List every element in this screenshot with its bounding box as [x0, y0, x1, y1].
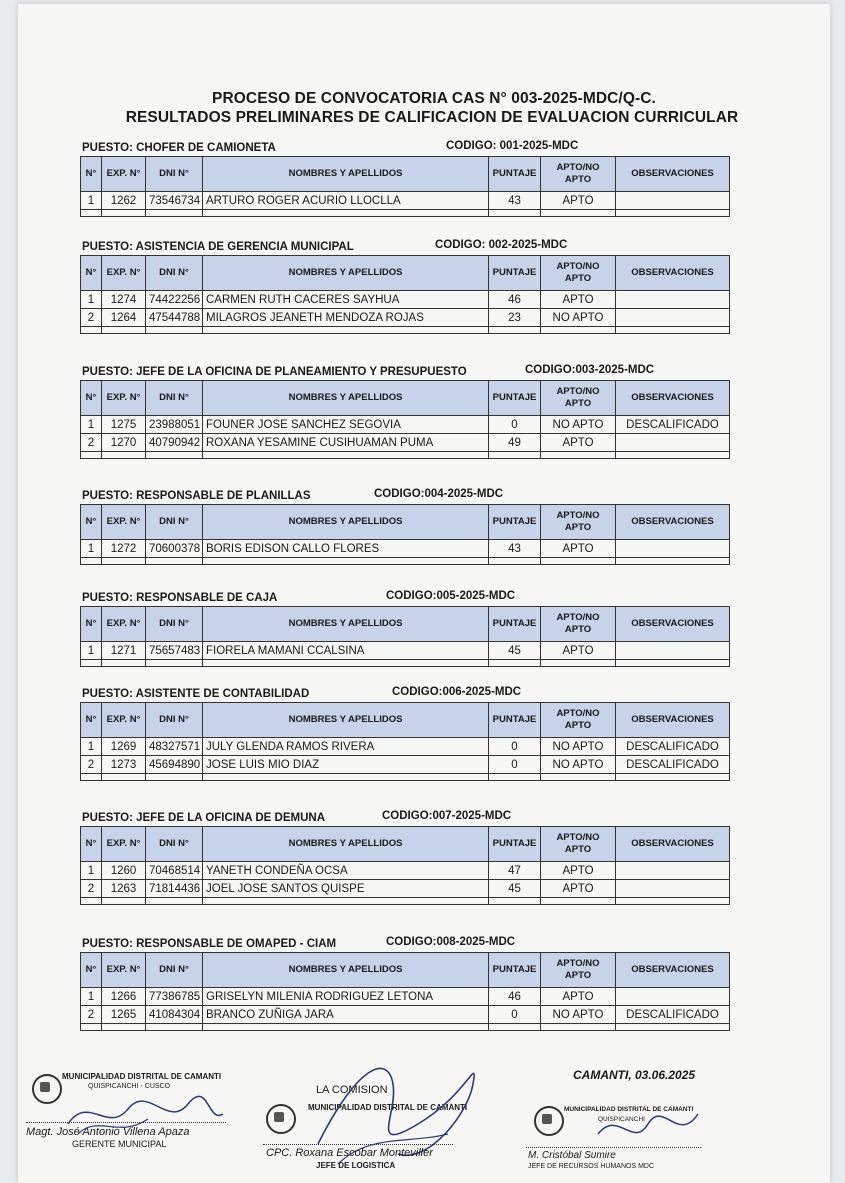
- left-signer-role: GERENTE MUNICIPAL: [72, 1139, 167, 1149]
- column-header: EXP. N°: [102, 703, 146, 738]
- column-header: APTO/NO APTO: [541, 953, 616, 988]
- column-header: PUNTAJE: [489, 703, 541, 738]
- column-header: OBSERVACIONES: [616, 953, 730, 988]
- empty-cell: [102, 1024, 146, 1031]
- table-row: [81, 862, 730, 880]
- column-header: NOMBRES Y APELLIDOS: [203, 381, 489, 416]
- right-signer-role: JEFE DE RECURSOS HUMANOS MDC: [528, 1163, 655, 1170]
- column-header: DNI N°: [146, 953, 203, 988]
- column-header: PUNTAJE: [489, 607, 541, 642]
- empty-cell: [203, 1024, 489, 1031]
- table-row: [81, 1006, 730, 1024]
- empty-row: [81, 452, 730, 459]
- table-row: [81, 434, 730, 452]
- column-header: OBSERVACIONES: [616, 505, 730, 540]
- table-cell: 0: [489, 756, 541, 774]
- table-cell: FOUNER JOSE SANCHEZ SEGOVIA: [203, 416, 489, 434]
- empty-cell: [489, 327, 541, 334]
- table-cell: DESCALIFICADO: [616, 756, 730, 774]
- document-page: [18, 4, 830, 1183]
- codigo-label: CODIGO:003-2025-MDC: [525, 364, 655, 376]
- table-cell: 47: [489, 862, 541, 880]
- results-table: [80, 380, 730, 459]
- table-row: [81, 756, 730, 774]
- column-header: NOMBRES Y APELLIDOS: [203, 256, 489, 291]
- empty-row: [81, 660, 730, 667]
- table-row: [81, 291, 730, 309]
- table-cell: YANETH CONDEÑA OCSA: [203, 862, 489, 880]
- municipal-seal-icon: [266, 1104, 296, 1134]
- empty-row: [81, 1024, 730, 1031]
- puesto-label: PUESTO: RESPONSABLE DE CAJA: [82, 592, 278, 604]
- table-cell: 1264: [102, 309, 146, 327]
- empty-cell: [616, 1024, 730, 1031]
- column-header: N°: [81, 381, 102, 416]
- empty-cell: [541, 558, 616, 565]
- column-header: NOMBRES Y APELLIDOS: [203, 157, 489, 192]
- column-header: DNI N°: [146, 703, 203, 738]
- puesto-label: PUESTO: JEFE DE LA OFICINA DE DEMUNA: [82, 812, 326, 824]
- empty-row: [81, 210, 730, 217]
- table-cell: 40790942: [146, 434, 203, 452]
- table-cell: [616, 862, 730, 880]
- section-header: [80, 239, 730, 255]
- column-header: N°: [81, 703, 102, 738]
- column-header: PUNTAJE: [489, 157, 541, 192]
- empty-cell: [203, 558, 489, 565]
- results-table: [80, 606, 730, 667]
- municipal-seal-icon: [534, 1106, 564, 1136]
- table-cell: 1266: [102, 988, 146, 1006]
- table-cell: APTO: [541, 642, 616, 660]
- empty-cell: [489, 660, 541, 667]
- table-cell: 43: [489, 192, 541, 210]
- empty-cell: [102, 660, 146, 667]
- table-cell: 1: [81, 988, 102, 1006]
- position-section: [80, 936, 730, 1031]
- table-cell: NO APTO: [541, 1006, 616, 1024]
- results-table: [80, 952, 730, 1031]
- table-cell: NO APTO: [541, 309, 616, 327]
- table-cell: 75657483: [146, 642, 203, 660]
- column-header: EXP. N°: [102, 381, 146, 416]
- table-cell: APTO: [541, 540, 616, 558]
- table-cell: 2: [81, 434, 102, 452]
- column-header: OBSERVACIONES: [616, 607, 730, 642]
- document-title: PROCESO DE CONVOCATORIA CAS N° 003-2025-MDC/Q-C.: [212, 90, 656, 107]
- table-cell: NO APTO: [541, 416, 616, 434]
- codigo-label: CODIGO:004-2025-MDC: [374, 488, 504, 500]
- table-cell: 23988051: [146, 416, 203, 434]
- empty-cell: [616, 558, 730, 565]
- column-header: OBSERVACIONES: [616, 157, 730, 192]
- empty-cell: [102, 452, 146, 459]
- column-header: PUNTAJE: [489, 953, 541, 988]
- table-cell: 0: [489, 738, 541, 756]
- column-header: EXP. N°: [102, 256, 146, 291]
- column-header: N°: [81, 827, 102, 862]
- empty-cell: [102, 327, 146, 334]
- table-cell: 47544788: [146, 309, 203, 327]
- empty-cell: [203, 210, 489, 217]
- table-row: [81, 988, 730, 1006]
- table-cell: 45: [489, 642, 541, 660]
- results-table: [80, 255, 730, 334]
- table-cell: 1271: [102, 642, 146, 660]
- puesto-label: PUESTO: CHOFER DE CAMIONETA: [82, 142, 276, 154]
- table-cell: NO APTO: [541, 738, 616, 756]
- table-cell: 46: [489, 291, 541, 309]
- empty-cell: [541, 774, 616, 781]
- table-cell: 23: [489, 309, 541, 327]
- column-header: PUNTAJE: [489, 256, 541, 291]
- position-section: [80, 590, 730, 667]
- results-table: [80, 826, 730, 905]
- table-cell: ROXANA YESAMINE CUSIHUAMAN PUMA: [203, 434, 489, 452]
- empty-cell: [203, 327, 489, 334]
- table-cell: 1270: [102, 434, 146, 452]
- table-cell: [616, 540, 730, 558]
- empty-cell: [616, 660, 730, 667]
- table-cell: JOEL JOSE SANTOS QUISPE: [203, 880, 489, 898]
- codigo-label: CODIGO:008-2025-MDC: [386, 936, 516, 948]
- position-section: [80, 140, 730, 217]
- empty-cell: [102, 558, 146, 565]
- puesto-label: PUESTO: ASISTENTE DE CONTABILIDAD: [82, 688, 310, 700]
- table-row: [81, 738, 730, 756]
- empty-cell: [81, 327, 102, 334]
- table-cell: 70600378: [146, 540, 203, 558]
- column-header: EXP. N°: [102, 157, 146, 192]
- table-cell: 77386785: [146, 988, 203, 1006]
- table-cell: MILAGROS JEANETH MENDOZA ROJAS: [203, 309, 489, 327]
- table-cell: 1: [81, 642, 102, 660]
- column-header: N°: [81, 157, 102, 192]
- table-row: [81, 540, 730, 558]
- codigo-label: CODIGO:005-2025-MDC: [386, 590, 516, 602]
- empty-cell: [541, 660, 616, 667]
- column-header: APTO/NO APTO: [541, 703, 616, 738]
- table-cell: 2: [81, 309, 102, 327]
- table-cell: 70468514: [146, 862, 203, 880]
- column-header: DNI N°: [146, 381, 203, 416]
- table-cell: 46: [489, 988, 541, 1006]
- codigo-label: CODIGO: 002-2025-MDC: [435, 239, 568, 251]
- table-cell: APTO: [541, 880, 616, 898]
- empty-cell: [146, 1024, 203, 1031]
- section-header: [80, 686, 730, 702]
- position-section: [80, 686, 730, 781]
- column-header: NOMBRES Y APELLIDOS: [203, 607, 489, 642]
- table-cell: [616, 880, 730, 898]
- results-table: [80, 702, 730, 781]
- right-signer-name: M. Cristóbal Sumire: [528, 1150, 616, 1161]
- table-cell: 41084304: [146, 1006, 203, 1024]
- left-stamp: MUNICIPALIDAD DISTRITAL DE CAMANTI: [62, 1072, 222, 1081]
- table-cell: GRISELYN MILENIA RODRIGUEZ LETONA: [203, 988, 489, 1006]
- table-cell: APTO: [541, 434, 616, 452]
- empty-cell: [616, 210, 730, 217]
- empty-cell: [81, 898, 102, 905]
- column-header: PUNTAJE: [489, 505, 541, 540]
- empty-cell: [102, 774, 146, 781]
- column-header: N°: [81, 953, 102, 988]
- empty-cell: [146, 210, 203, 217]
- empty-cell: [146, 898, 203, 905]
- center-signer-name: CPC. Roxana Escobar Monteviller: [266, 1147, 433, 1159]
- empty-cell: [489, 558, 541, 565]
- empty-cell: [102, 210, 146, 217]
- puesto-label: PUESTO: JEFE DE LA OFICINA DE PLANEAMIENTO Y PRESUPUESTO: [82, 366, 467, 378]
- empty-cell: [203, 774, 489, 781]
- column-header: DNI N°: [146, 827, 203, 862]
- table-row: [81, 192, 730, 210]
- column-header: APTO/NO APTO: [541, 381, 616, 416]
- table-cell: 1272: [102, 540, 146, 558]
- commission-label: LA COMISION: [316, 1084, 388, 1096]
- codigo-label: CODIGO: 001-2025-MDC: [446, 140, 579, 152]
- empty-cell: [203, 452, 489, 459]
- results-table: [80, 504, 730, 565]
- table-cell: 45694890: [146, 756, 203, 774]
- puesto-label: PUESTO: ASISTENCIA DE GERENCIA MUNICIPAL: [82, 241, 354, 253]
- table-cell: [616, 309, 730, 327]
- table-row: [81, 880, 730, 898]
- table-cell: 71814436: [146, 880, 203, 898]
- table-cell: DESCALIFICADO: [616, 416, 730, 434]
- table-cell: 48327571: [146, 738, 203, 756]
- puesto-label: PUESTO: RESPONSABLE DE OMAPED - CIAM: [82, 938, 337, 950]
- column-header: APTO/NO APTO: [541, 256, 616, 291]
- column-header: APTO/NO APTO: [541, 607, 616, 642]
- document-date: CAMANTI, 03.06.2025: [573, 1068, 696, 1082]
- table-cell: 74422256: [146, 291, 203, 309]
- column-header: APTO/NO APTO: [541, 827, 616, 862]
- document-subtitle: RESULTADOS PRELIMINARES DE CALIFICACION DE EVALUACION CURRICULAR: [125, 109, 739, 126]
- table-row: [81, 416, 730, 434]
- table-cell: 1: [81, 738, 102, 756]
- empty-cell: [489, 452, 541, 459]
- table-cell: [616, 291, 730, 309]
- empty-cell: [489, 1024, 541, 1031]
- column-header: PUNTAJE: [489, 827, 541, 862]
- section-header: [80, 364, 730, 380]
- column-header: N°: [81, 256, 102, 291]
- column-header: OBSERVACIONES: [616, 256, 730, 291]
- column-header: EXP. N°: [102, 827, 146, 862]
- section-header: [80, 936, 730, 952]
- table-cell: 2: [81, 756, 102, 774]
- empty-cell: [541, 898, 616, 905]
- empty-cell: [81, 660, 102, 667]
- table-cell: 1273: [102, 756, 146, 774]
- empty-cell: [81, 774, 102, 781]
- table-cell: ARTURO ROGER ACURIO LLOCLLA: [203, 192, 489, 210]
- empty-cell: [146, 774, 203, 781]
- empty-cell: [203, 898, 489, 905]
- empty-cell: [541, 210, 616, 217]
- table-cell: CARMEN RUTH CACERES SAYHUA: [203, 291, 489, 309]
- empty-cell: [146, 452, 203, 459]
- empty-cell: [489, 898, 541, 905]
- puesto-label: PUESTO: RESPONSABLE DE PLANILLAS: [82, 490, 311, 502]
- column-header: NOMBRES Y APELLIDOS: [203, 953, 489, 988]
- center-signer-role: JEFE DE LOGISTICA: [316, 1161, 396, 1170]
- empty-cell: [203, 660, 489, 667]
- table-cell: [616, 642, 730, 660]
- column-header: DNI N°: [146, 607, 203, 642]
- right-stamp-sub: QUISPICANCHI: [598, 1116, 645, 1123]
- empty-cell: [102, 898, 146, 905]
- codigo-label: CODIGO:006-2025-MDC: [392, 686, 522, 698]
- right-signature-line: [526, 1147, 701, 1148]
- empty-cell: [81, 558, 102, 565]
- table-cell: APTO: [541, 862, 616, 880]
- table-cell: 43: [489, 540, 541, 558]
- empty-cell: [541, 452, 616, 459]
- table-cell: 2: [81, 880, 102, 898]
- empty-cell: [616, 774, 730, 781]
- table-cell: 1275: [102, 416, 146, 434]
- table-cell: [616, 988, 730, 1006]
- empty-cell: [489, 774, 541, 781]
- section-header: [80, 140, 730, 156]
- left-signer-name: Magt. José Antonio Villena Apaza: [26, 1126, 190, 1138]
- table-row: [81, 309, 730, 327]
- table-cell: 1265: [102, 1006, 146, 1024]
- table-cell: 1274: [102, 291, 146, 309]
- table-cell: FIORELA MAMANI CCALSINA: [203, 642, 489, 660]
- empty-cell: [146, 327, 203, 334]
- table-row: [81, 642, 730, 660]
- table-cell: 0: [489, 1006, 541, 1024]
- section-header: [80, 590, 730, 606]
- empty-cell: [81, 210, 102, 217]
- table-cell: NO APTO: [541, 756, 616, 774]
- table-cell: 49: [489, 434, 541, 452]
- empty-cell: [81, 452, 102, 459]
- empty-row: [81, 774, 730, 781]
- table-cell: 1: [81, 540, 102, 558]
- empty-cell: [541, 327, 616, 334]
- codigo-label: CODIGO:007-2025-MDC: [382, 810, 512, 822]
- empty-cell: [81, 1024, 102, 1031]
- empty-cell: [616, 452, 730, 459]
- empty-row: [81, 898, 730, 905]
- section-header: [80, 810, 730, 826]
- empty-cell: [146, 660, 203, 667]
- column-header: DNI N°: [146, 157, 203, 192]
- table-cell: DESCALIFICADO: [616, 738, 730, 756]
- column-header: OBSERVACIONES: [616, 703, 730, 738]
- table-cell: 2: [81, 1006, 102, 1024]
- table-cell: 1: [81, 291, 102, 309]
- center-signature-line: [263, 1144, 453, 1145]
- table-cell: 45: [489, 880, 541, 898]
- column-header: N°: [81, 607, 102, 642]
- table-cell: 1: [81, 862, 102, 880]
- column-header: PUNTAJE: [489, 381, 541, 416]
- table-cell: JOSE LUIS MIO DIAZ: [203, 756, 489, 774]
- table-cell: [616, 434, 730, 452]
- results-table: [80, 156, 730, 217]
- table-cell: APTO: [541, 291, 616, 309]
- table-cell: DESCALIFICADO: [616, 1006, 730, 1024]
- right-stamp: MUNICIPALIDAD DISTRITAL DE CAMANTI: [564, 1106, 694, 1113]
- table-cell: 1: [81, 192, 102, 210]
- table-cell: APTO: [541, 192, 616, 210]
- table-cell: 1260: [102, 862, 146, 880]
- column-header: N°: [81, 505, 102, 540]
- column-header: DNI N°: [146, 505, 203, 540]
- section-header: [80, 488, 730, 504]
- table-cell: 73546734: [146, 192, 203, 210]
- table-cell: 1: [81, 416, 102, 434]
- empty-cell: [616, 327, 730, 334]
- table-cell: 0: [489, 416, 541, 434]
- column-header: EXP. N°: [102, 953, 146, 988]
- empty-row: [81, 558, 730, 565]
- table-cell: 1269: [102, 738, 146, 756]
- column-header: APTO/NO APTO: [541, 157, 616, 192]
- empty-cell: [616, 898, 730, 905]
- table-cell: BRANCO ZUÑIGA JARA: [203, 1006, 489, 1024]
- left-stamp-sub: QUISPICANCHI - CUSCO: [88, 1083, 171, 1090]
- empty-row: [81, 327, 730, 334]
- column-header: NOMBRES Y APELLIDOS: [203, 827, 489, 862]
- column-header: OBSERVACIONES: [616, 827, 730, 862]
- column-header: EXP. N°: [102, 505, 146, 540]
- table-cell: BORIS EDISON CALLO FLORES: [203, 540, 489, 558]
- empty-cell: [489, 210, 541, 217]
- column-header: APTO/NO APTO: [541, 505, 616, 540]
- position-section: [80, 239, 730, 334]
- table-cell: JULY GLENDA RAMOS RIVERA: [203, 738, 489, 756]
- column-header: EXP. N°: [102, 607, 146, 642]
- column-header: NOMBRES Y APELLIDOS: [203, 505, 489, 540]
- empty-cell: [146, 558, 203, 565]
- table-cell: 1263: [102, 880, 146, 898]
- column-header: NOMBRES Y APELLIDOS: [203, 703, 489, 738]
- position-section: [80, 488, 730, 565]
- position-section: [80, 364, 730, 459]
- left-signature-line: [26, 1122, 226, 1123]
- column-header: DNI N°: [146, 256, 203, 291]
- table-cell: APTO: [541, 988, 616, 1006]
- position-section: [80, 810, 730, 905]
- column-header: OBSERVACIONES: [616, 381, 730, 416]
- table-cell: 1262: [102, 192, 146, 210]
- empty-cell: [541, 1024, 616, 1031]
- center-stamp: MUNICIPALIDAD DISTRITAL DE CAMANTI: [308, 1103, 468, 1112]
- table-cell: [616, 192, 730, 210]
